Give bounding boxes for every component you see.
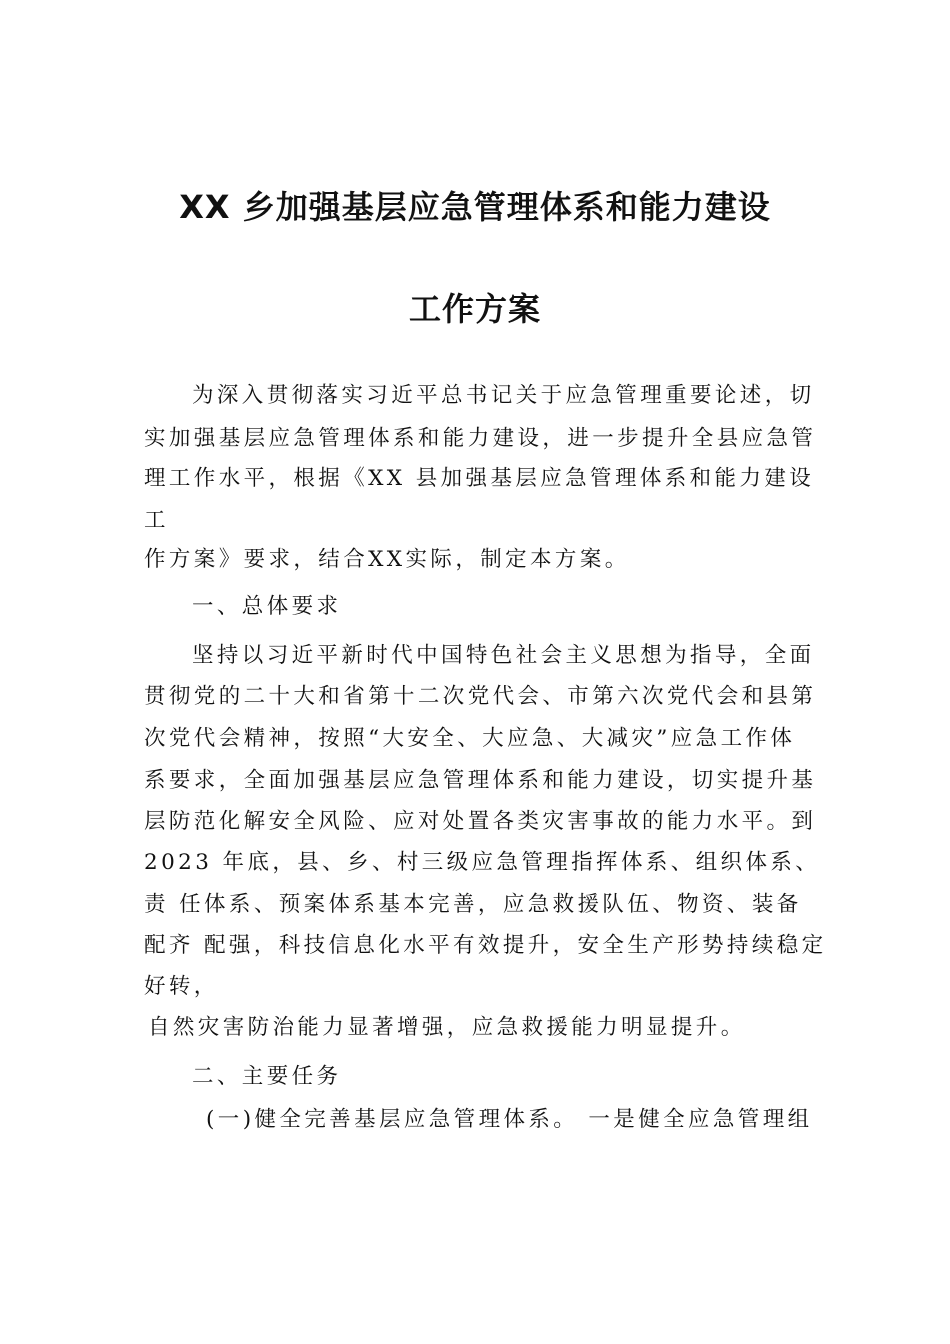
body-line: 自然灾害防治能力显著增强，应急救援能力明显提升。	[148, 1015, 746, 1040]
body-line: 2023 年底，县、乡、村三级应急管理指挥体系、组织体系、	[144, 850, 821, 875]
body-line: 工	[144, 508, 169, 533]
body-line: 贯彻党的二十大和省第十二次党代会、市第六次党代会和县第	[144, 684, 817, 709]
document-title-line-2: 工作方案	[408, 290, 541, 328]
body-line: 好转，	[144, 974, 219, 999]
body-line: 次党代会精神，按照“大安全、大应急、大减灾”应急工作体	[144, 726, 796, 751]
body-line: 实加强基层应急管理体系和能力建设，进一步提升全县应急管	[144, 426, 817, 451]
body-line: 责 任体系、预案体系基本完善，应急救援队伍、物资、装备	[144, 892, 802, 917]
section-heading: 一、总体要求	[192, 594, 342, 619]
body-line: 配齐 配强，科技信息化水平有效提升，安全生产形势持续稳定	[144, 933, 827, 958]
section-heading: 二、主要任务	[192, 1064, 342, 1089]
document-title-line-1: XX 乡加强基层应急管理体系和能力建设	[179, 188, 771, 226]
body-line: 理工作水平，根据《XX 县加强基层应急管理体系和能力建设	[144, 466, 815, 491]
body-line: 系要求，全面加强基层应急管理体系和能力建设，切实提升基	[144, 768, 817, 793]
body-line: 作方案》要求，结合XX实际，制定本方案。	[144, 547, 630, 572]
subsection-line: (一)健全完善基层应急管理体系。 一是健全应急管理组	[206, 1107, 813, 1132]
body-line: 为深入贯彻落实习近平总书记关于应急管理重要论述，切	[192, 383, 815, 408]
body-line: 层防范化解安全风险、应对处置各类灾害事故的能力水平。到	[144, 809, 817, 834]
body-line: 坚持以习近平新时代中国特色社会主义思想为指导，全面	[192, 643, 815, 668]
